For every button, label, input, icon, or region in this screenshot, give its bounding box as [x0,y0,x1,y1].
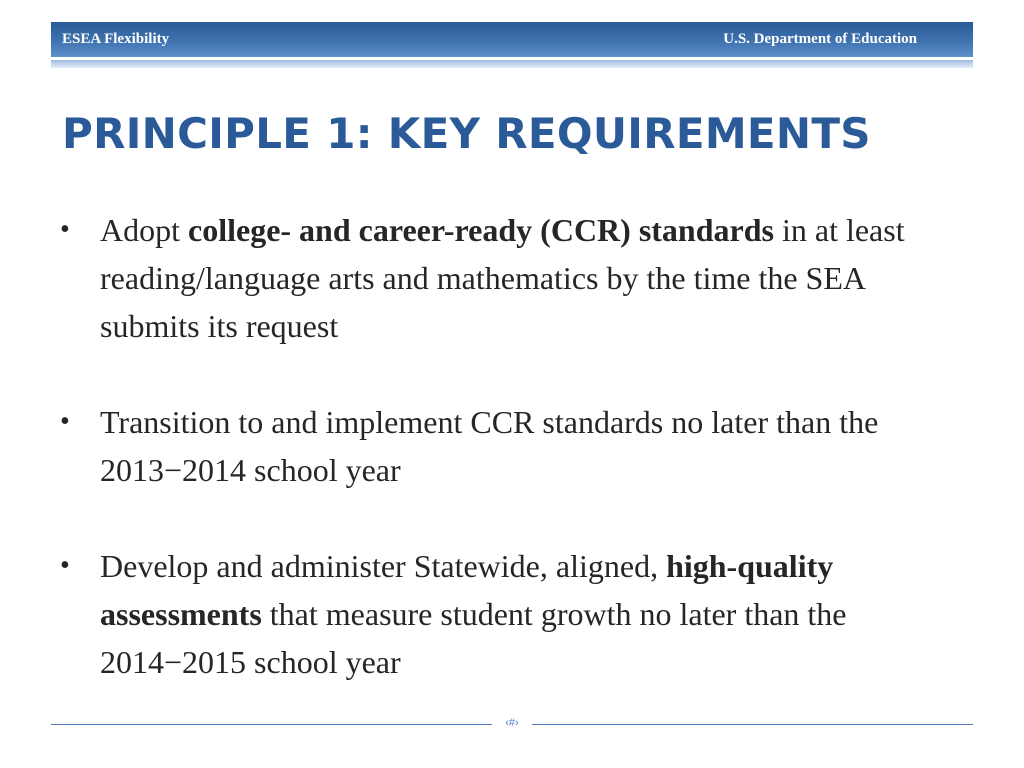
bullet-text-segment: in at least reading/language arts and mathematics by the time the SEA submits its request [100,212,905,344]
bullet-list [60,206,960,734]
bullet-marker: • [60,406,70,437]
bullet-text-segment: Transition to and implement CCR standards no later than the 2013−2014 school year [100,404,879,488]
bullet-item [60,206,960,350]
header-bar [51,22,973,57]
bullet-text-segment: that measure student growth no later than the 2014−2015 school year [100,596,847,680]
page-number: ‹#› [505,717,519,729]
slide-title: PRINCIPLE 1: KEY REQUIREMENTS [62,109,871,158]
header-left-label: ESEA Flexibility [62,31,170,47]
footer-divider-right [532,724,973,725]
bullet-text-segment: Develop and administer Statewide, aligned, [100,548,667,584]
bullet-text-emphasis: college- and career-ready (CCR) standards [188,212,774,248]
bullet-item [60,542,960,686]
bullet-text-segment: Adopt [100,212,188,248]
footer-divider-left [51,724,492,725]
header-divider [51,60,973,68]
bullet-text-emphasis: high-quality assessments [100,548,834,632]
bullet-marker: • [60,550,70,581]
bullet-marker: • [60,214,70,245]
bullet-text [100,548,847,680]
header-right-label: U.S. Department of Education [723,31,917,47]
bullet-text [100,212,905,344]
bullet-text [100,404,878,488]
bullet-item [60,398,960,494]
